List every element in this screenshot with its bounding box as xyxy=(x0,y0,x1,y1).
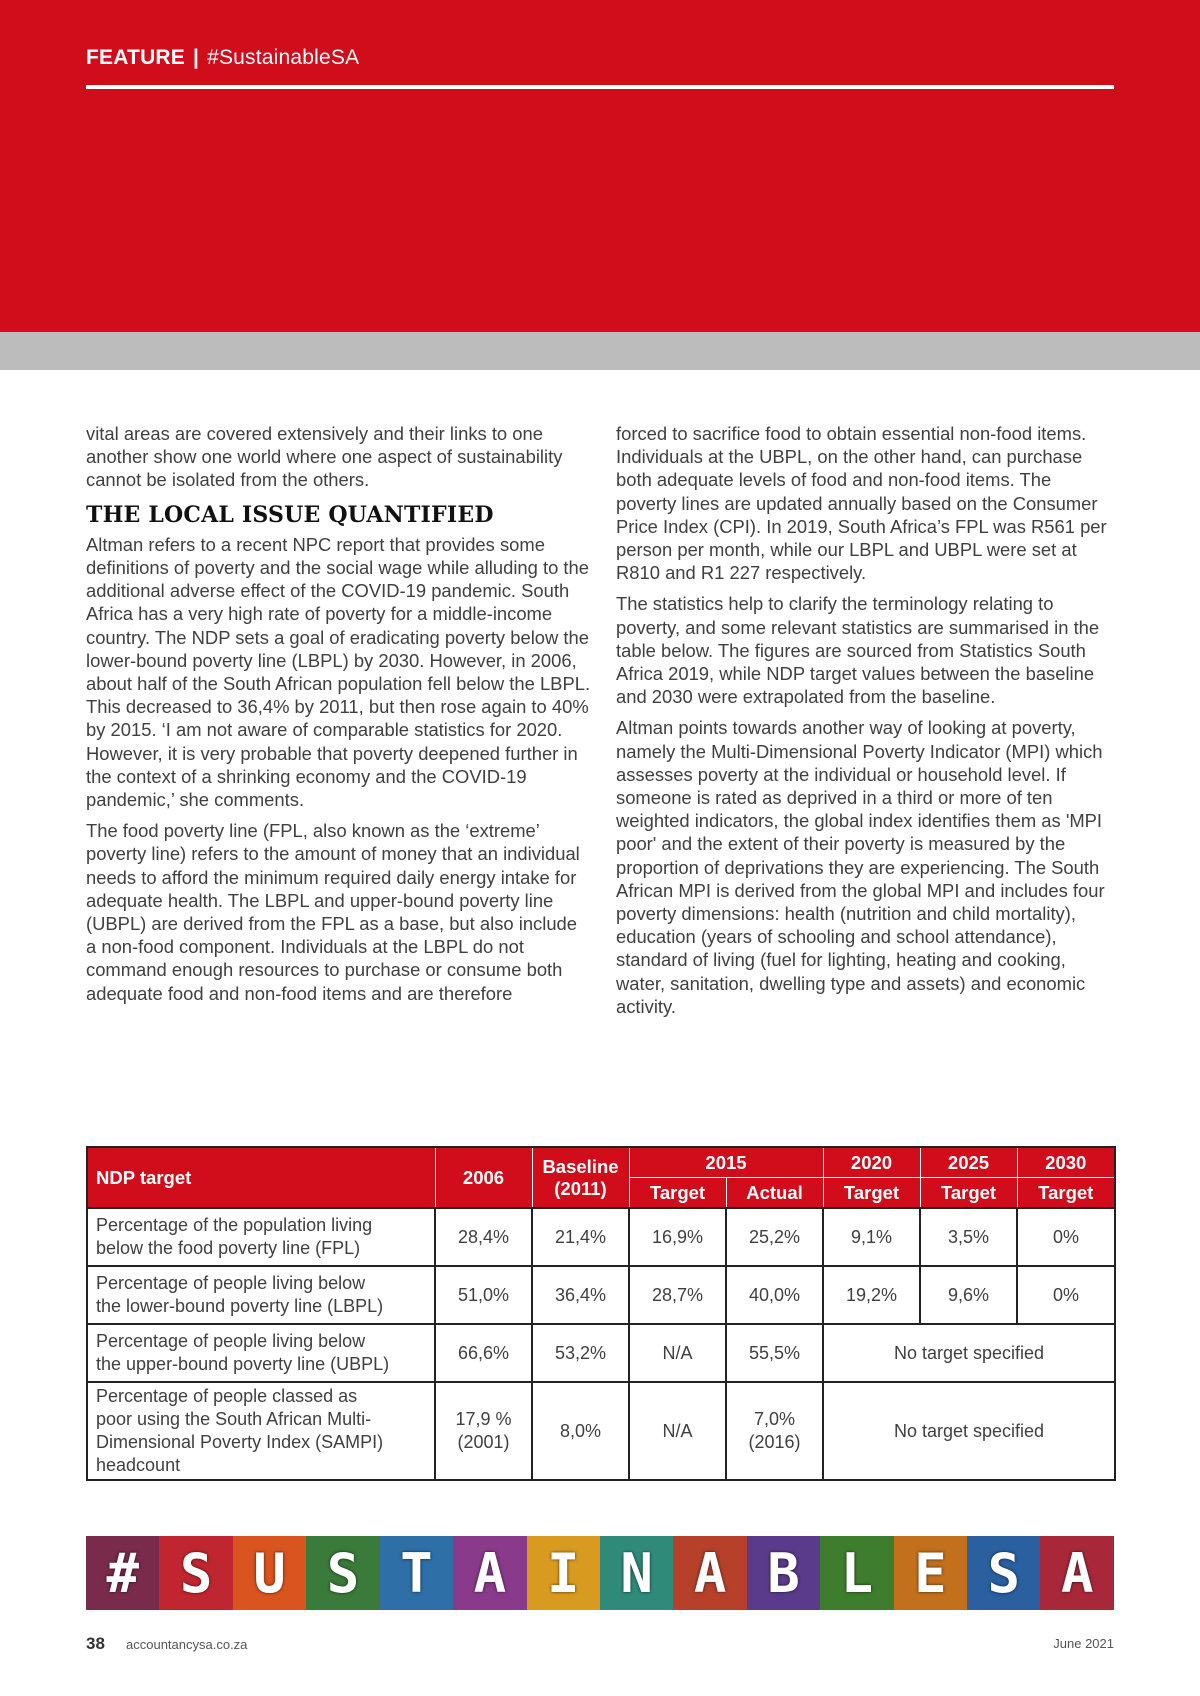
table-header-row xyxy=(87,1147,1115,1178)
header-2015: 2015 xyxy=(629,1147,823,1178)
cell-2030-target: 0% xyxy=(1017,1208,1115,1266)
cell-2015-actual xyxy=(726,1382,823,1480)
cell-baseline: 36,4% xyxy=(532,1266,629,1324)
header-rule xyxy=(86,85,1114,89)
subheader-2030-target: Target xyxy=(1017,1178,1115,1209)
article-right-column xyxy=(616,422,1116,1026)
cell-2006 xyxy=(435,1382,532,1480)
table-row xyxy=(87,1324,1115,1382)
banner-tile: U xyxy=(233,1536,306,1610)
cell-2025-target: 9,6% xyxy=(920,1266,1017,1324)
banner-tile: S xyxy=(967,1536,1040,1610)
cell-2020-target: 9,1% xyxy=(823,1208,920,1266)
left-paragraph-1: vital areas are covered extensively and their links to one another show one world where one aspect of sustainability cannot be isolated from the others. xyxy=(86,423,563,491)
cell-2015-target: 16,9% xyxy=(629,1208,726,1266)
footer-website: accountancysa.co.za xyxy=(126,1637,248,1652)
cell-2015-actual: 25,2% xyxy=(726,1208,823,1266)
header-2025: 2025 xyxy=(920,1147,1017,1178)
banner-tile: L xyxy=(820,1536,893,1610)
article-left-column xyxy=(86,422,591,1013)
banner-tile: S xyxy=(306,1536,379,1610)
row-label xyxy=(87,1382,435,1480)
cell-2015-target: 28,7% xyxy=(629,1266,726,1324)
row-label xyxy=(87,1208,435,1266)
cell-no-target: No target specified xyxy=(823,1324,1115,1382)
image-placeholder-band xyxy=(0,332,1200,370)
cell-year-note: (2016) xyxy=(748,1432,801,1452)
row-label-line: headcount xyxy=(96,1455,181,1475)
cell-baseline: 21,4% xyxy=(532,1208,629,1266)
row-label-line: below the food poverty line (FPL) xyxy=(96,1238,361,1258)
cell-2015-actual: 40,0% xyxy=(726,1266,823,1324)
cell-2025-target: 3,5% xyxy=(920,1208,1017,1266)
banner-tile: T xyxy=(380,1536,453,1610)
header-baseline-label: Baseline xyxy=(542,1155,619,1177)
section-label xyxy=(86,46,359,70)
cell-2006: 51,0% xyxy=(435,1266,532,1324)
row-label-line: Percentage of people living below xyxy=(96,1331,366,1351)
row-label-line: Percentage of people living below xyxy=(96,1273,366,1293)
banner-tile: # xyxy=(86,1536,159,1610)
subheader-2020-target: Target xyxy=(823,1178,920,1209)
banner-tile: S xyxy=(159,1536,232,1610)
right-paragraph-3: Altman points towards another way of looking at poverty, namely the Multi-Dimensional Poverty Indicator (MPI) which assesses poverty at the individual or household level. If someone is rated as deprived in a third or more of ten weighted indicators, the global index identifies them as 'MPI poor' and the extent of their poverty is measured by the proportion of deprivations they are experiencing. The South African MPI is derived from the global MPI and includes four poverty dimensions: health (nutrition and child mortality), education (years of schooling and school attendance), standard of living (fuel for lighting, heating and cooking, water, sanitation, dwelling type and assets) and economic activity. xyxy=(616,717,1105,1017)
cell-value: 7,0% xyxy=(753,1409,796,1429)
cell-2015-target: N/A xyxy=(629,1382,726,1480)
row-label-line: Percentage of people classed as xyxy=(96,1386,358,1406)
subheader-2025-target: Target xyxy=(920,1178,1017,1209)
subheader-2015-actual: Actual xyxy=(726,1178,823,1209)
banner-tile: N xyxy=(600,1536,673,1610)
row-label xyxy=(87,1266,435,1324)
banner-tile: A xyxy=(1040,1536,1113,1610)
section-feature: FEATURE xyxy=(86,46,186,69)
footer-date: June 2021 xyxy=(1053,1636,1114,1651)
header-baseline-year: (2011) xyxy=(554,1177,607,1199)
row-label-line: the upper-bound poverty line (UBPL) xyxy=(96,1354,390,1374)
cell-2030-target: 0% xyxy=(1017,1266,1115,1324)
page-number: 38 xyxy=(86,1634,105,1653)
right-paragraph-1: forced to sacrifice food to obtain essential non-food items. Individuals at the UBPL, on the other hand, can purchase both adequate levels of food and non-food items. The poverty lines are updated annually based on the Consumer Price Index (CPI). In 2019, South Africa’s FPL was R561 per person per month, while our LBPL and UBPL were set at R810 and R1 227 respectively. xyxy=(616,423,1107,584)
cell-baseline: 53,2% xyxy=(532,1324,629,1382)
section-heading: THE LOCAL ISSUE QUANTIFIED xyxy=(86,501,494,528)
header-2020: 2020 xyxy=(823,1147,920,1178)
cell-baseline: 8,0% xyxy=(532,1382,629,1480)
cell-value: 17,9 % xyxy=(455,1409,512,1429)
banner-tile: B xyxy=(747,1536,820,1610)
header-2030: 2030 xyxy=(1017,1147,1115,1178)
banner-tile: A xyxy=(673,1536,746,1610)
cell-2006: 28,4% xyxy=(435,1208,532,1266)
cell-2006: 66,6% xyxy=(435,1324,532,1382)
header-ndp-target: NDP target xyxy=(87,1147,435,1208)
table-row xyxy=(87,1208,1115,1266)
table-row xyxy=(87,1266,1115,1324)
cell-2015-target: N/A xyxy=(629,1324,726,1382)
right-paragraph-2: The statistics help to clarify the terminology relating to poverty, and some relevant statistics are summarised in the table below. The figures are sourced from Statistics South Africa 2019, while NDP target values between the baseline and 2030 were extrapolated from the baseline. xyxy=(616,593,1100,708)
cell-no-target: No target specified xyxy=(823,1382,1115,1480)
cell-2020-target: 19,2% xyxy=(823,1266,920,1324)
subheader-2015-target: Target xyxy=(629,1178,726,1209)
section-tag: #SustainableSA xyxy=(207,46,360,69)
banner-tile: E xyxy=(894,1536,967,1610)
section-separator: | xyxy=(193,46,200,69)
sustainablesa-banner xyxy=(86,1536,1114,1610)
cell-2015-actual: 55,5% xyxy=(726,1324,823,1382)
left-paragraph-2: Altman refers to a recent NPC report that provides some definitions of poverty and the social wage while alluding to the additional adverse effect of the COVID-19 pandemic. South Africa has a very high rate of poverty for a middle-income country. The NDP sets a goal of eradicating poverty below the lower-bound poverty line (LBPL) by 2030. However, in 2006, about half of the South African population fell below the LBPL. This decreased to 36,4% by 2011, but then rose again to 40% by 2015. ‘I am not aware of comparable statistics for 2020. However, it is very probable that poverty deepened further in the context of a shrinking economy and the COVID-19 pandemic,’ she comments. xyxy=(86,533,591,811)
row-label-line: poor using the South African Multi- xyxy=(96,1409,372,1429)
banner-tile: I xyxy=(527,1536,600,1610)
row-label-line: Dimensional Poverty Index (SAMPI) xyxy=(96,1432,384,1452)
poverty-statistics-table xyxy=(86,1146,1116,1481)
cell-year-note: (2001) xyxy=(457,1432,510,1452)
left-paragraph-3: The food poverty line (FPL, also known as the ‘extreme’ poverty line) refers to the amount of money that an individual needs to afford the minimum required daily energy intake for adequate health. The LBPL and upper-bound poverty line (UBPL) are derived from the FPL as a base, but also include a non-food component. Individuals at the LBPL do not command enough resources to purchase or consume both adequate food and non-food items and are therefore xyxy=(86,820,580,1004)
header-baseline xyxy=(532,1147,629,1208)
row-label-line: Percentage of the population living xyxy=(96,1215,373,1235)
table-row xyxy=(87,1382,1115,1480)
header-2006: 2006 xyxy=(435,1147,532,1208)
row-label-line: the lower-bound poverty line (LBPL) xyxy=(96,1296,384,1316)
banner-tile: A xyxy=(453,1536,526,1610)
row-label xyxy=(87,1324,435,1382)
